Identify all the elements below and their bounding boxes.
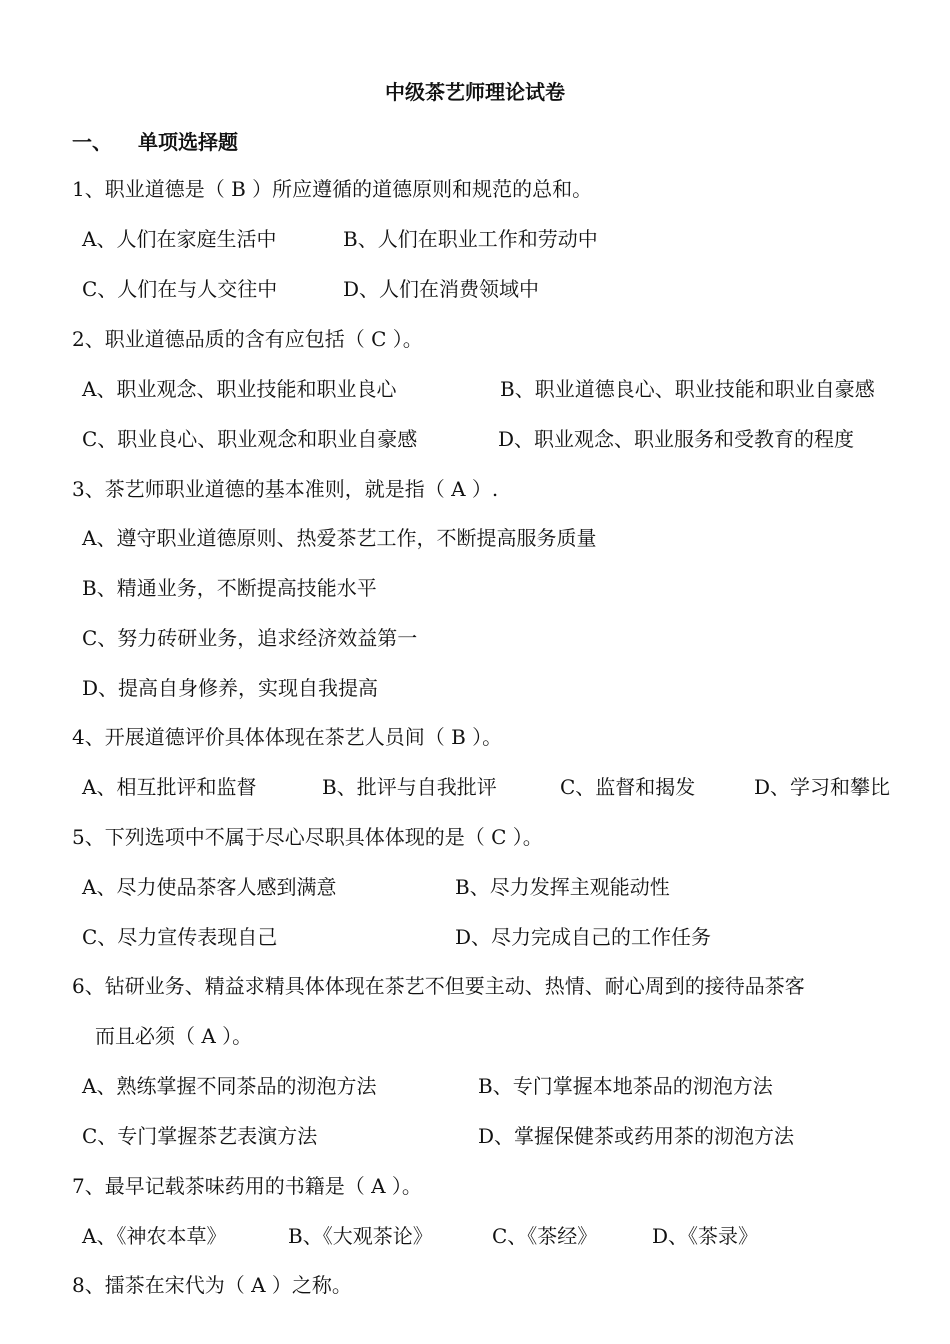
- option: A、尽力使品茶客人感到满意: [82, 875, 337, 899]
- option: B、尽力发挥主观能动性: [455, 875, 670, 899]
- option: A、遵守职业道德原则、热爱茶艺工作，不断提高服务质量: [82, 526, 597, 550]
- option: C、《茶经》: [492, 1224, 598, 1248]
- option: B、批评与自我批评: [322, 775, 497, 799]
- question-stem: 5、下列选项中不属于尽心尽职具体体现的是（ C ）。: [72, 825, 543, 849]
- option: A、人们在家庭生活中: [82, 227, 277, 251]
- page-title: 中级茶艺师理论试卷: [385, 80, 565, 104]
- option: C、监督和揭发: [560, 775, 696, 799]
- option: D、提高自身修养，实现自我提高: [82, 676, 379, 700]
- option: D、学习和攀比: [754, 775, 891, 799]
- option: B、精通业务，不断提高技能水平: [82, 576, 377, 600]
- section-number: 一、: [72, 130, 112, 154]
- question-stem: 6、钻研业务、精益求精具体体现在茶艺不但要主动、热情、耐心周到的接待品茶客: [72, 974, 805, 998]
- question-stem: 8、擂茶在宋代为（ A ）之称。: [72, 1273, 352, 1297]
- option: C、尽力宣传表现自己: [82, 925, 278, 949]
- question-stem: 2、职业道德品质的含有应包括（ C ）。: [72, 327, 423, 351]
- question-stem-continued: 而且必须（ A ）。: [95, 1024, 253, 1048]
- question-stem: 4、开展道德评价具体体现在茶艺人员间（ B ）。: [72, 725, 503, 749]
- option: D、《茶录》: [652, 1224, 759, 1248]
- option: C、人们在与人交往中: [82, 277, 278, 301]
- option: A、《神农本草》: [82, 1224, 227, 1248]
- option: D、职业观念、职业服务和受教育的程度: [498, 427, 855, 451]
- option: D、尽力完成自己的工作任务: [455, 925, 712, 949]
- option: B、专门掌握本地茶品的沏泡方法: [478, 1074, 773, 1098]
- option: C、努力砖研业务，追求经济效益第一: [82, 626, 418, 650]
- section-heading: [72, 126, 238, 155]
- option: C、职业良心、职业观念和职业自豪感: [82, 427, 418, 451]
- question-stem: 3、茶艺师职业道德的基本准则，就是指（ A ）.: [72, 477, 499, 501]
- option: A、相互批评和监督: [82, 775, 257, 799]
- question-stem: 1、职业道德是（ B ）所应遵循的道德原则和规范的总和。: [72, 177, 593, 201]
- option: B、《大观茶论》: [288, 1224, 433, 1248]
- option: D、人们在消费领域中: [343, 277, 540, 301]
- option: C、专门掌握茶艺表演方法: [82, 1124, 318, 1148]
- option: B、人们在职业工作和劳动中: [343, 227, 598, 251]
- option: B、职业道德良心、职业技能和职业自豪感: [500, 377, 875, 401]
- option: A、熟练掌握不同茶品的沏泡方法: [82, 1074, 377, 1098]
- question-stem: 7、最早记载茶味药用的书籍是（ A ）。: [72, 1174, 422, 1198]
- option: A、职业观念、职业技能和职业良心: [82, 377, 397, 401]
- section-label: 单项选择题: [138, 130, 238, 154]
- option: D、掌握保健茶或药用茶的沏泡方法: [478, 1124, 795, 1148]
